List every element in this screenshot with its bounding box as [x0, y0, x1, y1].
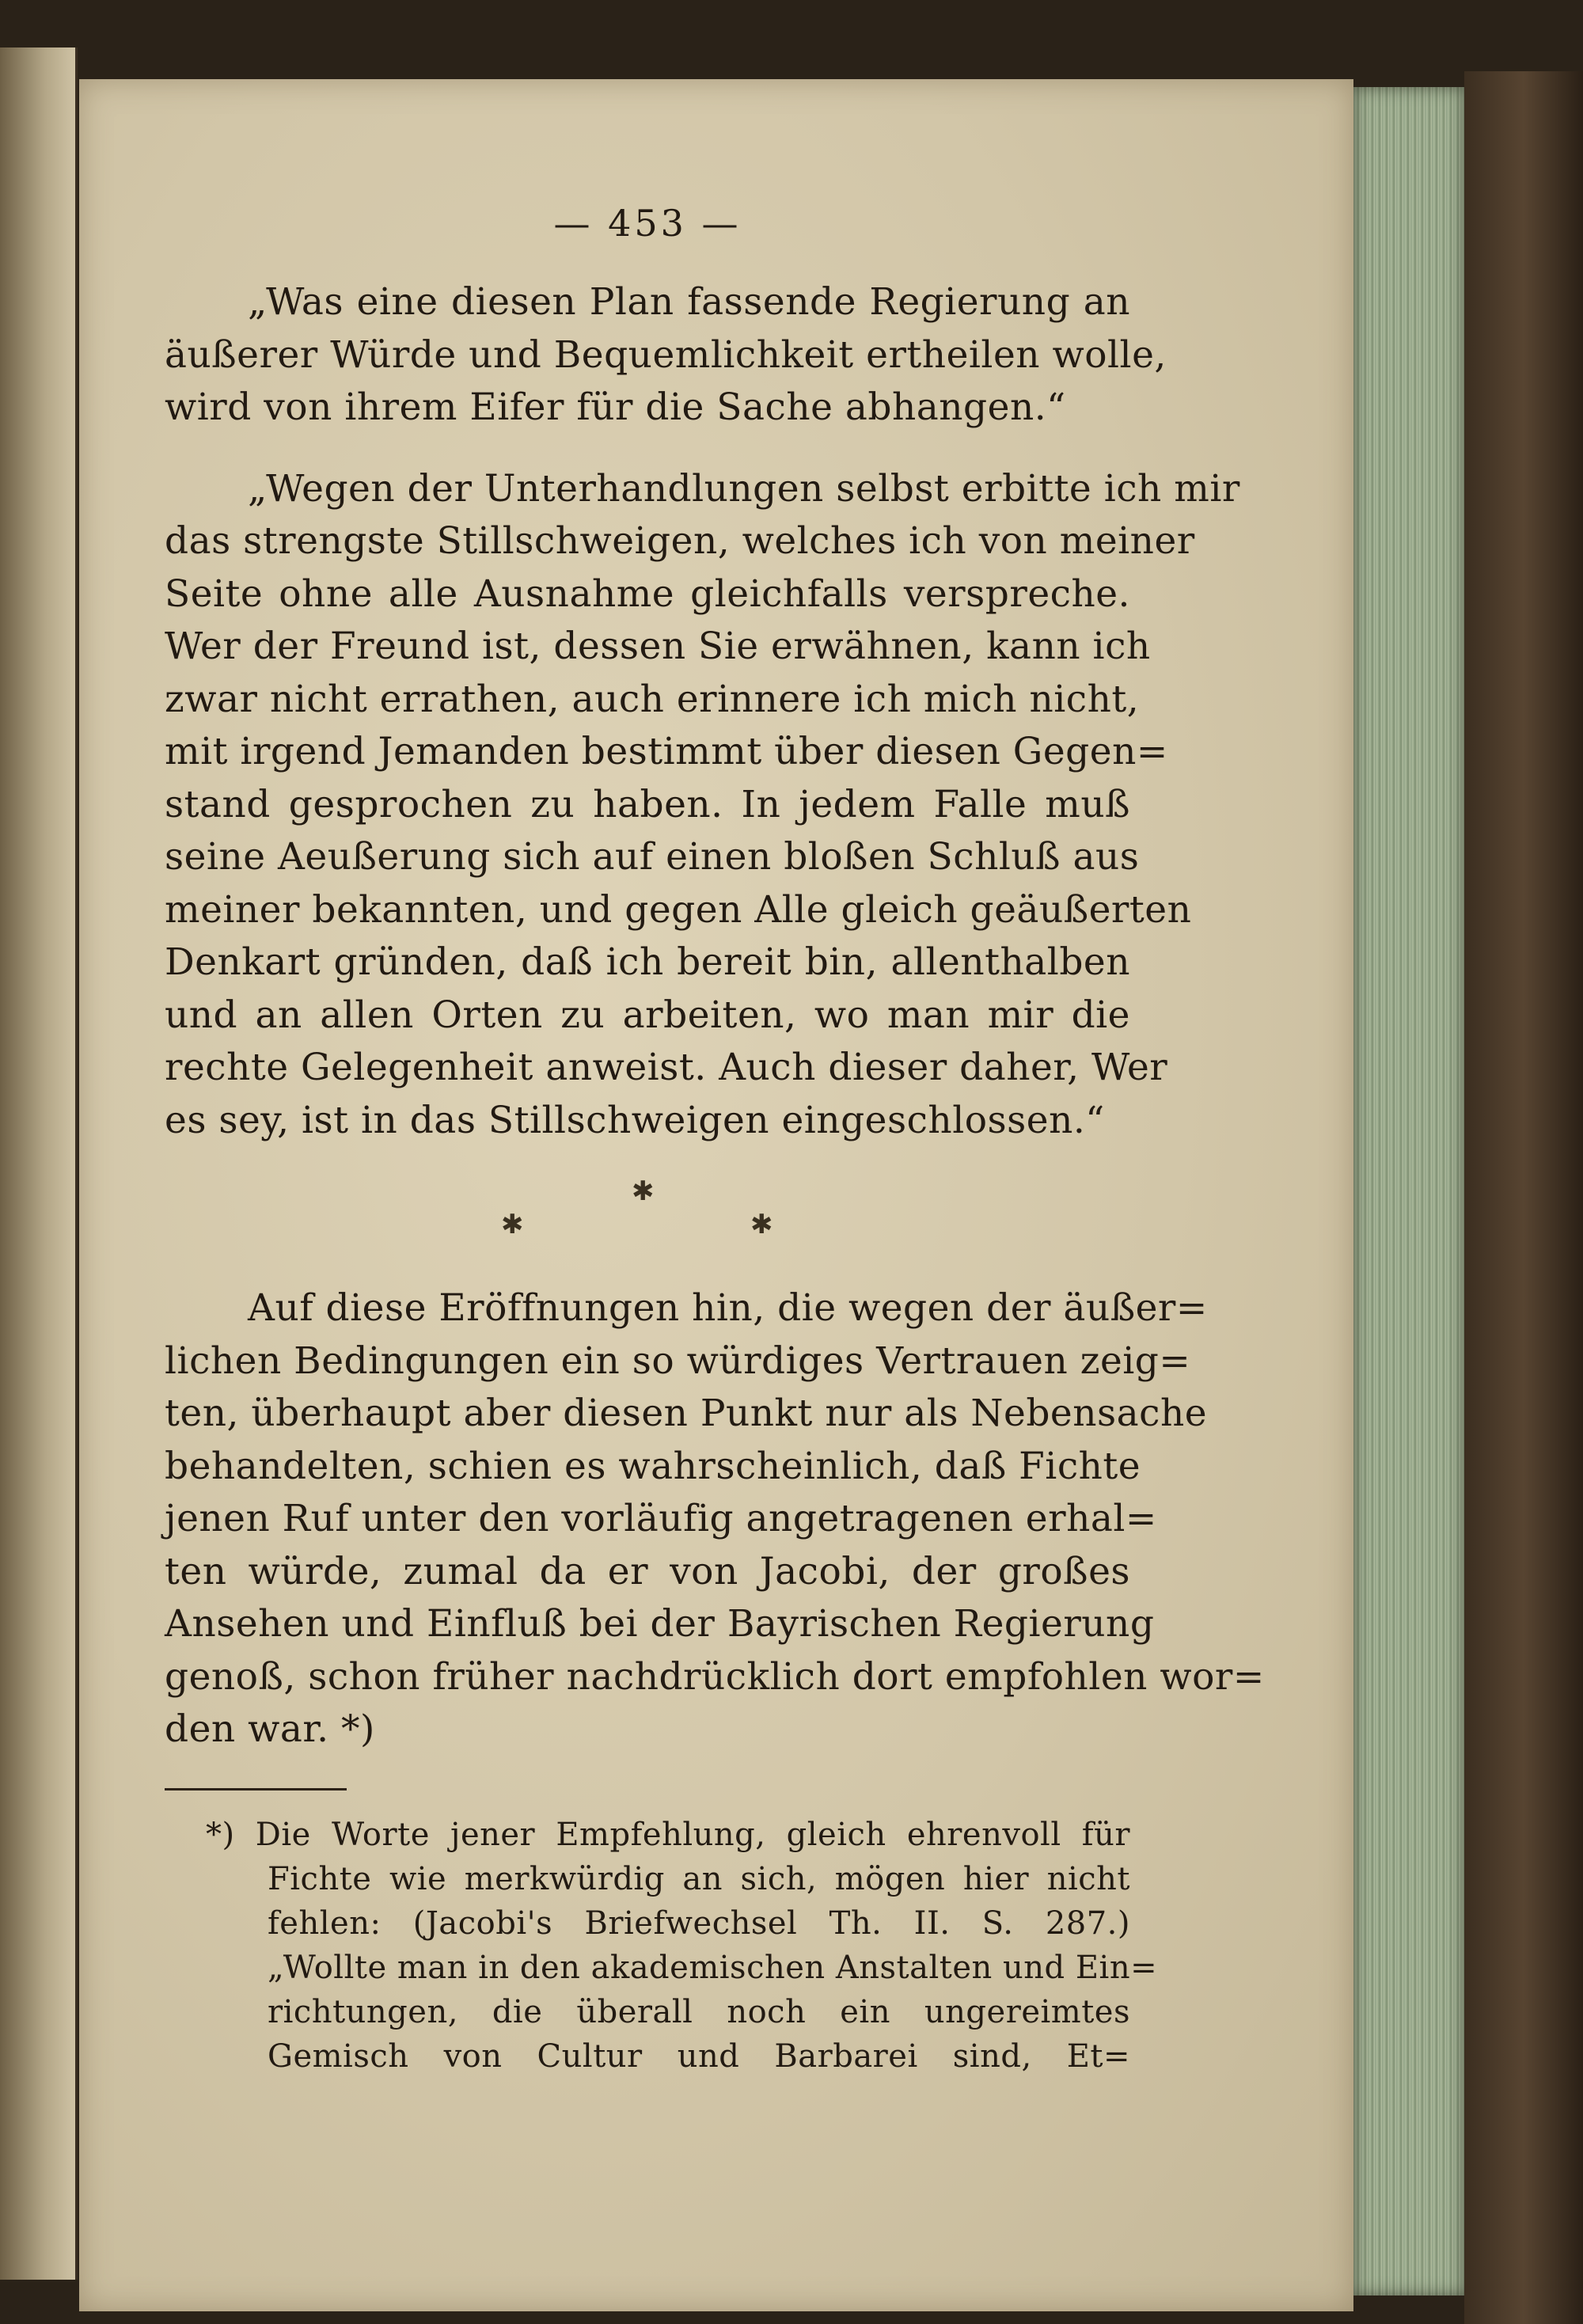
footnote-line: Gemisch von Cultur und Barbarei sind, Et=	[268, 2037, 1130, 2075]
text-line: jenen Ruf unter den vorläufig angetragenen erhal=	[165, 1497, 1157, 1540]
footnote-line: fehlen: (Jacobi's Briefwechsel Th. II. S. 287.)	[268, 1904, 1130, 1942]
asterisk-ornament: ✱	[632, 1175, 655, 1207]
text-line: mit irgend Jemanden bestimmt über diesen Gegen=	[165, 730, 1168, 773]
section-break	[165, 1175, 1130, 1266]
text-line: ten, überhaupt aber diesen Punkt nur als Nebensache	[165, 1392, 1208, 1435]
page-block-edges	[1353, 87, 1464, 2296]
footnote-line: *) Die Worte jener Empfehlung, gleich ehrenvoll für	[206, 1816, 1130, 1853]
text-line: und an allen Orten zu arbeiten, wo man mir die	[165, 993, 1130, 1037]
text-line: stand gesprochen zu haben. In jedem Falle muß	[165, 782, 1130, 826]
text-line: ten würde, zumal da er von Jacobi, der großes	[165, 1549, 1130, 1593]
footnote-line: richtungen, die überall noch ein ungereimtes	[268, 1993, 1130, 2030]
book-cover-edge	[1464, 71, 1583, 2324]
asterisk-ornament: ✱	[501, 1209, 524, 1240]
text-line: „Wegen der Unterhandlungen selbst erbitte ich mir	[248, 466, 1240, 511]
text-line: genoß, schon früher nachdrücklich dort empfohlen wor=	[165, 1654, 1265, 1699]
text-line: das strengste Stillschweigen, welches ich von meiner	[165, 519, 1195, 563]
text-line: den war. *)	[165, 1707, 375, 1751]
paragraph-3	[165, 1282, 1265, 1756]
text-line: seine Aeußerung sich auf einen bloßen Schluß aus	[165, 835, 1140, 879]
footnote-line: „Wollte man in den akademischen Anstalten und Ein=	[268, 1949, 1158, 1986]
paragraph-1	[165, 276, 1167, 435]
asterisk-ornament: ✱	[750, 1209, 773, 1240]
facing-page-edge	[0, 47, 78, 2280]
text-line: „Was eine diesen Plan fassende Regierung an	[248, 280, 1130, 324]
text-line: äußerer Würde und Bequemlichkeit ertheilen wolle,	[165, 332, 1167, 377]
text-line: lichen Bedingungen ein so würdiges Vertrauen zeig=	[165, 1339, 1191, 1383]
text-line: rechte Gelegenheit anweist. Auch dieser daher, Wer	[165, 1046, 1168, 1089]
text-line: wird von ihrem Eifer für die Sache abhangen.“	[165, 385, 1066, 429]
text-line: behandelten, schien es wahrscheinlich, daß Fichte	[165, 1444, 1141, 1488]
text-line: es sey, ist in das Stillschweigen eingeschlossen.“	[165, 1098, 1105, 1142]
page-number: — 453 —	[553, 202, 742, 245]
paragraph-2	[165, 463, 1240, 1148]
text-line: zwar nicht errathen, auch erinnere ich mich nicht,	[165, 677, 1140, 721]
text-line: Auf diese Eröffnungen hin, die wegen der äußer=	[248, 1286, 1208, 1330]
footnote-line: Fichte wie merkwürdig an sich, mögen hier nicht	[268, 1860, 1130, 1897]
text-line: Seite ohne alle Ausnahme gleichfalls verspreche.	[165, 572, 1130, 616]
text-line: Denkart gründen, daß ich bereit bin, allenthalben	[165, 940, 1130, 984]
page-text	[165, 202, 1265, 2079]
text-line: Ansehen und Einfluß bei der Bayrischen Regierung	[165, 1602, 1155, 1646]
footnote-rule	[165, 1788, 347, 1790]
footnote	[165, 1813, 1158, 2079]
text-line: meiner bekannten, und gegen Alle gleich geäußerten	[165, 887, 1192, 932]
text-line: Wer der Freund ist, dessen Sie erwähnen, kann ich	[165, 625, 1151, 668]
